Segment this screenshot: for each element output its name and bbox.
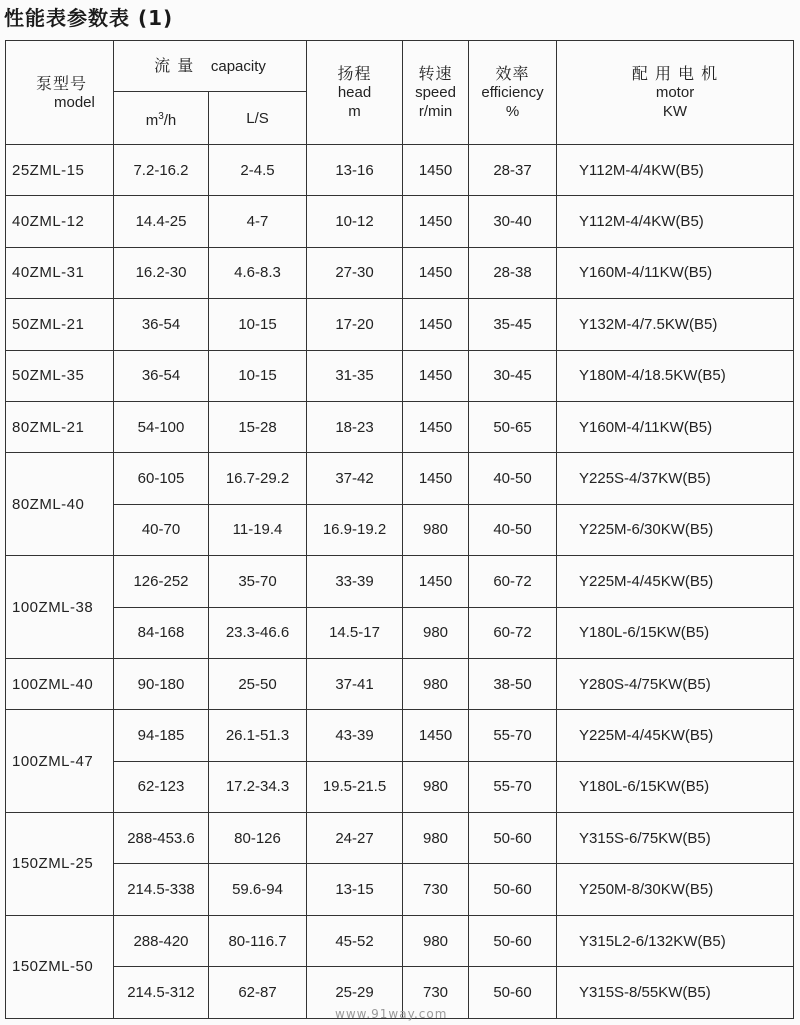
motor-cell: Y160M-4/11KW(B5) — [557, 247, 794, 298]
table-row — [6, 504, 794, 555]
header-flow-en: capacity — [210, 58, 266, 75]
flow-ls-cell: 25-50 — [209, 658, 307, 709]
speed-cell: 980 — [403, 504, 469, 555]
motor-cell: Y250M-8/30KW(B5) — [557, 864, 794, 915]
efficiency-cell: 40-50 — [469, 504, 557, 555]
motor-cell: Y315S-6/75KW(B5) — [557, 813, 794, 864]
flow-ls-cell: 10-15 — [209, 350, 307, 401]
head-cell: 24-27 — [307, 813, 403, 864]
model-cell: 150ZML-50 — [6, 915, 114, 1018]
head-cell: 33-39 — [307, 556, 403, 607]
model-cell: 50ZML-21 — [6, 299, 114, 350]
efficiency-cell: 50-65 — [469, 401, 557, 452]
table-row — [6, 864, 794, 915]
model-cell: 40ZML-31 — [6, 247, 114, 298]
speed-cell: 730 — [403, 967, 469, 1018]
header-flow — [114, 41, 307, 92]
flow-m3h-cell: 214.5-312 — [114, 967, 209, 1018]
speed-cell: 980 — [403, 607, 469, 658]
speed-cell: 980 — [403, 658, 469, 709]
table-row — [6, 401, 794, 452]
speed-cell: 1450 — [403, 710, 469, 761]
motor-cell: Y132M-4/7.5KW(B5) — [557, 299, 794, 350]
efficiency-cell: 30-40 — [469, 196, 557, 247]
model-cell: 50ZML-35 — [6, 350, 114, 401]
efficiency-cell: 28-37 — [469, 145, 557, 196]
header-efficiency — [469, 41, 557, 145]
speed-cell: 1450 — [403, 556, 469, 607]
header-speed-en: speed — [415, 84, 456, 101]
table-row — [6, 761, 794, 812]
head-cell: 10-12 — [307, 196, 403, 247]
speed-cell: 1450 — [403, 247, 469, 298]
motor-cell: Y225M-4/45KW(B5) — [557, 710, 794, 761]
page-title: 性能表参数表 (1) — [4, 6, 174, 30]
motor-cell: Y160M-4/11KW(B5) — [557, 401, 794, 452]
efficiency-cell: 40-50 — [469, 453, 557, 504]
motor-cell: Y180M-4/18.5KW(B5) — [557, 350, 794, 401]
model-cell: 25ZML-15 — [6, 145, 114, 196]
motor-cell: Y225S-4/37KW(B5) — [557, 453, 794, 504]
flow-m3h-cell: 16.2-30 — [114, 247, 209, 298]
model-cell: 100ZML-47 — [6, 710, 114, 813]
flow-m3h-cell: 288-420 — [114, 915, 209, 966]
flow-ls-cell: 80-116.7 — [209, 915, 307, 966]
motor-cell: Y180L-6/15KW(B5) — [557, 607, 794, 658]
efficiency-cell: 50-60 — [469, 864, 557, 915]
head-cell: 17-20 — [307, 299, 403, 350]
speed-cell: 1450 — [403, 196, 469, 247]
flow-ls-cell: 59.6-94 — [209, 864, 307, 915]
flow-m3h-cell: 214.5-338 — [114, 864, 209, 915]
flow-ls-cell: 35-70 — [209, 556, 307, 607]
header-model-cn: 泵型号 — [36, 73, 88, 93]
speed-cell: 980 — [403, 761, 469, 812]
header-motor-en: motor — [655, 84, 695, 101]
head-cell: 25-29 — [307, 967, 403, 1018]
model-cell: 40ZML-12 — [6, 196, 114, 247]
table-row — [6, 299, 794, 350]
header-eff-cn: 效率 — [495, 64, 530, 83]
flow-m3h-cell: 14.4-25 — [114, 196, 209, 247]
model-cell: 150ZML-25 — [6, 813, 114, 916]
flow-ls-cell: 26.1-51.3 — [209, 710, 307, 761]
efficiency-cell: 50-60 — [469, 915, 557, 966]
head-cell: 16.9-19.2 — [307, 504, 403, 555]
model-cell: 100ZML-40 — [6, 658, 114, 709]
table-row — [6, 145, 794, 196]
model-cell: 80ZML-21 — [6, 401, 114, 452]
flow-ls-cell: 11-19.4 — [209, 504, 307, 555]
head-cell: 13-16 — [307, 145, 403, 196]
motor-cell: Y225M-6/30KW(B5) — [557, 504, 794, 555]
speed-cell: 1450 — [403, 401, 469, 452]
flow-ls-cell: 62-87 — [209, 967, 307, 1018]
motor-cell: Y315S-8/55KW(B5) — [557, 967, 794, 1018]
head-cell: 13-15 — [307, 864, 403, 915]
motor-cell: Y180L-6/15KW(B5) — [557, 761, 794, 812]
efficiency-cell: 50-60 — [469, 967, 557, 1018]
efficiency-cell: 30-45 — [469, 350, 557, 401]
speed-cell: 1450 — [403, 145, 469, 196]
header-speed — [403, 41, 469, 145]
motor-cell: Y315L2-6/132KW(B5) — [557, 915, 794, 966]
flow-ls-cell: 80-126 — [209, 813, 307, 864]
performance-table — [5, 40, 794, 1019]
flow-ls-cell: 15-28 — [209, 401, 307, 452]
flow-m3h-cell: 36-54 — [114, 350, 209, 401]
table-row — [6, 607, 794, 658]
flow-ls-cell: 16.7-29.2 — [209, 453, 307, 504]
efficiency-cell: 55-70 — [469, 761, 557, 812]
flow-m3h-cell: 84-168 — [114, 607, 209, 658]
motor-cell: Y112M-4/4KW(B5) — [557, 196, 794, 247]
header-speed-unit: r/min — [418, 103, 453, 120]
header-head-en: head — [337, 84, 372, 101]
header-speed-cn: 转速 — [418, 64, 453, 83]
flow-m3h-cell: 288-453.6 — [114, 813, 209, 864]
flow-m3h-cell: 60-105 — [114, 453, 209, 504]
head-cell: 14.5-17 — [307, 607, 403, 658]
head-cell: 45-52 — [307, 915, 403, 966]
motor-cell: Y225M-4/45KW(B5) — [557, 556, 794, 607]
head-cell: 43-39 — [307, 710, 403, 761]
efficiency-cell: 60-72 — [469, 556, 557, 607]
flow-ls-cell: 10-15 — [209, 299, 307, 350]
header-head — [307, 41, 403, 145]
head-cell: 37-41 — [307, 658, 403, 709]
head-cell: 19.5-21.5 — [307, 761, 403, 812]
header-flow-m3h: $m^3/h$ — [114, 92, 209, 145]
speed-cell: 980 — [403, 915, 469, 966]
flow-m3h-cell: 7.2-16.2 — [114, 145, 209, 196]
efficiency-cell: 50-60 — [469, 813, 557, 864]
model-cell: 80ZML-40 — [6, 453, 114, 556]
efficiency-cell: 35-45 — [469, 299, 557, 350]
flow-m3h-cell: 62-123 — [114, 761, 209, 812]
header-model — [6, 41, 114, 145]
flow-ls-cell: 17.2-34.3 — [209, 761, 307, 812]
header-flow-cn: 流 量 — [154, 56, 195, 75]
watermark: www.91way.com — [335, 1007, 448, 1021]
flow-m3h-cell: 36-54 — [114, 299, 209, 350]
table-row — [6, 556, 794, 607]
table-row — [6, 350, 794, 401]
flow-m3h-cell: 40-70 — [114, 504, 209, 555]
flow-ls-cell: 23.3-46.6 — [209, 607, 307, 658]
header-motor-cn: 配 用 电 机 — [631, 64, 719, 83]
model-cell: 100ZML-38 — [6, 556, 114, 659]
head-cell: 31-35 — [307, 350, 403, 401]
head-cell: 27-30 — [307, 247, 403, 298]
flow-m3h-cell: 90-180 — [114, 658, 209, 709]
efficiency-cell: 38-50 — [469, 658, 557, 709]
speed-cell: 980 — [403, 813, 469, 864]
speed-cell: 1450 — [403, 350, 469, 401]
table-row — [6, 915, 794, 966]
flow-m3h-cell: 126-252 — [114, 556, 209, 607]
header-eff-unit: % — [505, 103, 520, 120]
efficiency-cell: 28-38 — [469, 247, 557, 298]
speed-cell: 1450 — [403, 299, 469, 350]
table-row — [6, 658, 794, 709]
table-row — [6, 453, 794, 504]
flow-ls-cell: 4-7 — [209, 196, 307, 247]
header-motor — [557, 41, 794, 145]
head-cell: 18-23 — [307, 401, 403, 452]
table-row — [6, 196, 794, 247]
table-row — [6, 710, 794, 761]
flow-ls-cell: 2-4.5 — [209, 145, 307, 196]
speed-cell: 1450 — [403, 453, 469, 504]
head-cell: 37-42 — [307, 453, 403, 504]
header-flow-ls: L/S — [209, 92, 307, 145]
header-head-cn: 扬程 — [337, 64, 372, 83]
header-head-unit: m — [348, 103, 361, 120]
header-model-en: model — [54, 93, 95, 111]
motor-cell: Y112M-4/4KW(B5) — [557, 145, 794, 196]
motor-cell: Y280S-4/75KW(B5) — [557, 658, 794, 709]
flow-m3h-cell: 54-100 — [114, 401, 209, 452]
header-motor-unit: KW — [662, 103, 688, 120]
efficiency-cell: 55-70 — [469, 710, 557, 761]
header-eff-en: efficiency — [481, 84, 544, 101]
speed-cell: 730 — [403, 864, 469, 915]
table-row — [6, 813, 794, 864]
flow-m3h-cell: 94-185 — [114, 710, 209, 761]
efficiency-cell: 60-72 — [469, 607, 557, 658]
flow-ls-cell: 4.6-8.3 — [209, 247, 307, 298]
table-row — [6, 247, 794, 298]
